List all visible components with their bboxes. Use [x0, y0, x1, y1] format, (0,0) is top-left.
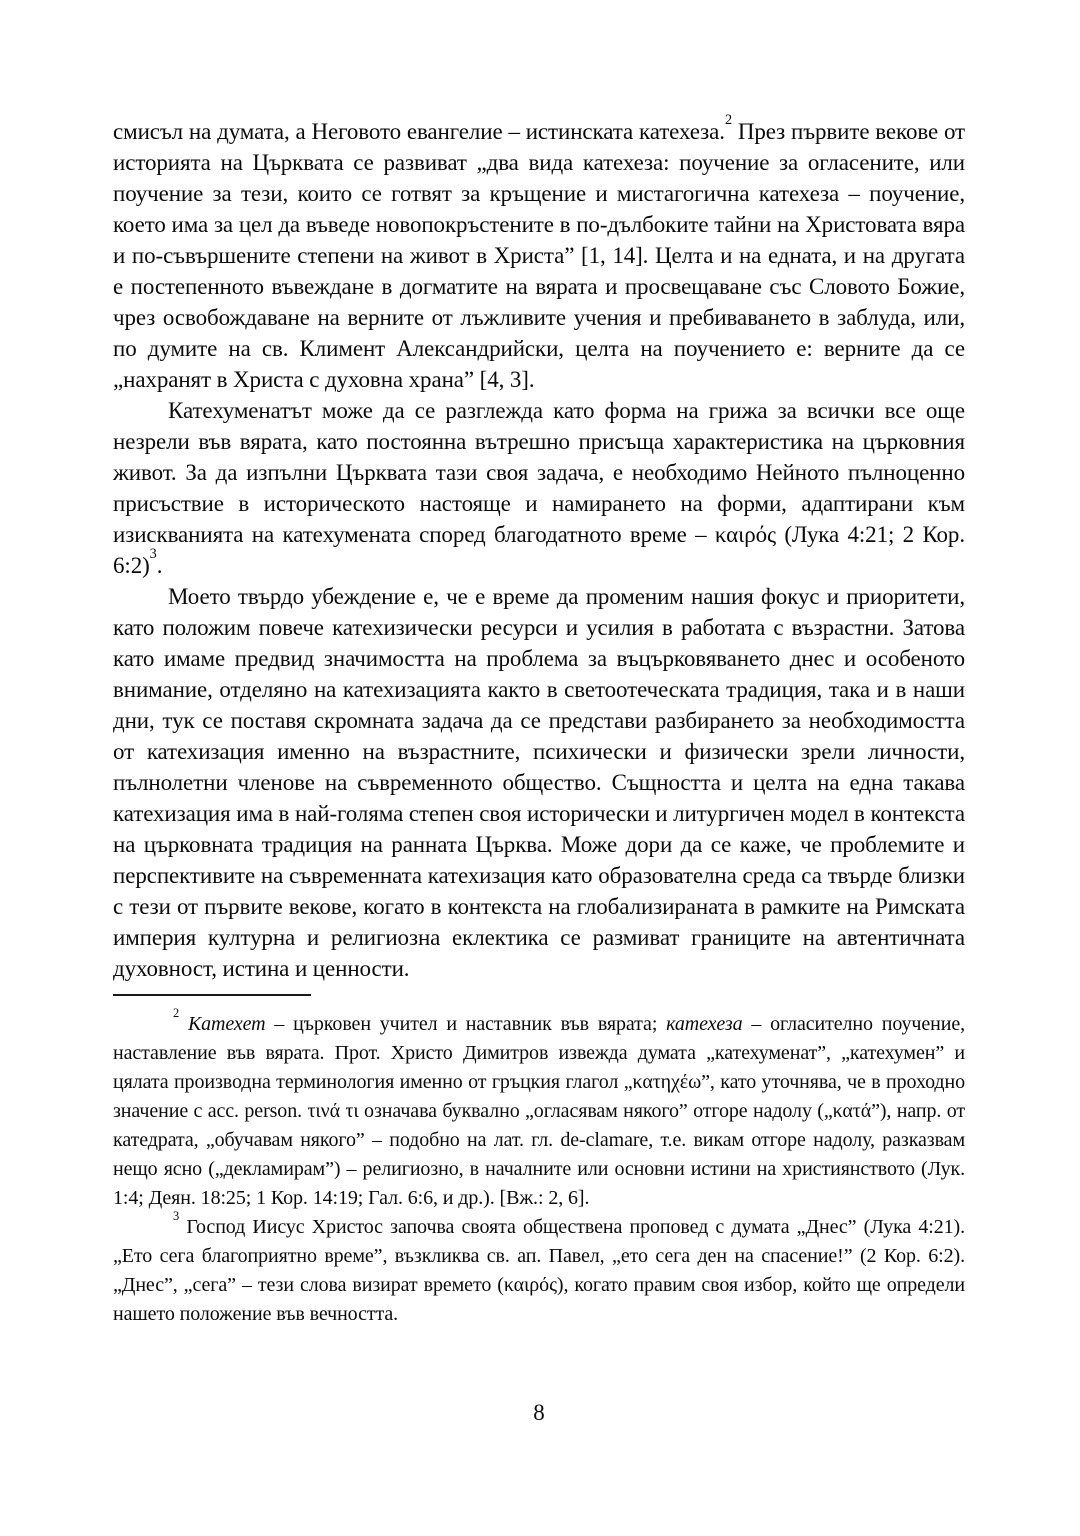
footnote-2: $^2$ Катехет – църковен учител и наставник във вярата; катехеза – огласително поучение, наставление във вярата. Прот. Христо Димитров извежда думата „катехуменат”, „катехумен” и цялата производна терминология именно от гръцкия глагол „κατηχέω”, като уточнява, че в проходно значение с acc. person. τινά τι означава буквално „огласявам някого” отгоре надолу („κατά”), напр. от катедрата, „обучавам някого” – подобно на лат. гл. de-clamare, т.е. викам отгоре надолу, разказвам нещо ясно („декламирам”) – религиозно, в началните или основни истини на християнството (Лук. 1:4; Деян. 18:25; 1 Кор. 14:19; Гал. 6:6, и др.). [Вж.: 2, 6].: [113, 1005, 965, 1209]
body-paragraph: Моето твърдо убеждение е, че е време да променим нашия фокус и приоритети, като положим повече катехизически ресурси и усилия в работата с възрастни. Затова като имаме предвид значимостта на проблема за въцърковяването днес и особеното внимание, отделяно на катехизацията както в светоотеческата традиция, така и в наши дни, тук се поставя скромната задача да се представи разбирането за необходимостта от катехизация именно на възрастните, психически и физически зрели личности, пълнолетни членове на съвременното общество. Същността и целта на една такава катехизация има в най-голяма степен своя исторически и литургичен модел в контекста на църковната традиция на ранната Църква. Може дори да се каже, че проблемите и перспективите на съвременната катехизация като образователна среда са твърде близки с тези от първите векове, когато в контекста на глобализираната в рамките на Римската империя културна и религиозна еклектика се размиват границите на автентичната духовност, истина и ценности.: [113, 584, 965, 981]
body-text: [113, 111, 965, 1329]
body-paragraph: Катехуменатът може да се разглежда като форма на грижа за всички все още незрели във вярата, като постоянна вътрешно присъща характеристика на църковния живот. За да изпълни Църквата тази своя задача, е необходимо Нейното пълноценно присъствие в историческото настояще и намирането на форми, адаптирани към изискванията на катехумената според благодатното време – καιρός (Лука 4:21; 2 Кор. 6:2)$^3$.: [113, 398, 965, 578]
footnote-separator: [113, 994, 311, 996]
footnote-3: $^3$ Господ Иисус Христос започва своята обществена проповед с думата „Днес” (Лука 4:21). „Ето сега благоприятно време”, възкликва св. ап. Павел, „ето сега ден на спасение!” (2 Кор. 6:2). „Днес”, „сега” – тези слова визират времето (καιρός), когато правим своя избор, който ще определи нашето положение във вечността.: [113, 1208, 965, 1325]
body-paragraph: смисъл на думата, а Неговото евангелие – истинската катехеза.$^2$ През първите векове от историята на Църквата се развиват „два вида катехеза: поучение за огласените, или поучение за тези, които се готвят за кръщение и мистагогична катехеза – поучение, което има за цел да въведе новопокръстените в по-дълбоките тайни на Христовата вяра и по-съвършените степени на живот в Христа” [1, 14]. Целта и на едната, и на другата е постепенното въвеждане в догматите на вярата и просвещаване със Словото Божие, чрез освобождаване на верните от лъжливите учения и пребиваването в заблуда, или, по думите на св. Климент Александрийски, целта на поучението е: верните да се „нахранят в Христа с духовна храна” [4, 3].: [113, 111, 965, 392]
page-number: 8: [533, 1400, 545, 1425]
